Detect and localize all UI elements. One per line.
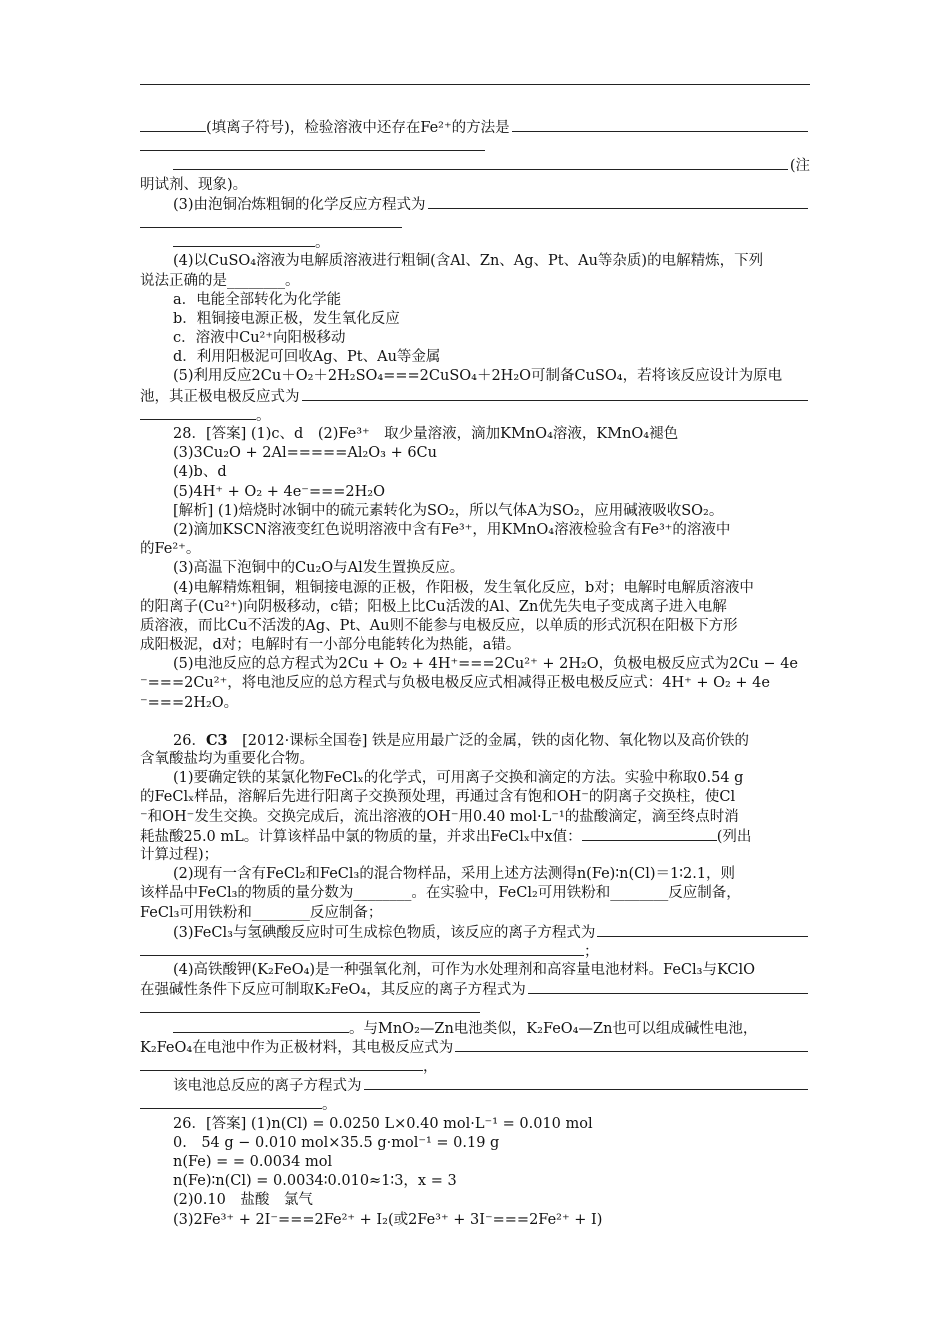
text-line: K₂FeO₄在电池中作为正极材料，其电极反应式为 — [140, 1038, 810, 1057]
text-line: ⁻和OH⁻发生交换。交换完成后，流出溶液的OH⁻用0.40 mol·L⁻¹的盐酸滴定，滴至终点时消 — [140, 808, 739, 825]
text-line: (3)3Cu₂O + 2Al=====Al₂O₃ + 6Cu — [173, 445, 437, 462]
text-line: 说法正确的是________。 — [140, 272, 300, 289]
text-line — [140, 137, 810, 156]
text-line: 的阳离子(Cu²⁺)向阴极移动，c错；阳极上比Cu活泼的Al、Zn优先失电子变成离子进入电解 — [140, 598, 727, 615]
text-line: (4)电解精炼粗铜，粗铜接电源的正极，作阳极，发生氧化反应，b对；电解时电解质溶液中 — [173, 579, 754, 596]
text-line: 成阳极泥，d对；电解时有一小部分电能转化为热能，a错。 — [140, 637, 521, 654]
text-line — [140, 999, 810, 1018]
text-line: 池，其正极电极反应式为 — [140, 387, 810, 406]
text-line: 质溶液，而比Cu不活泼的Ag、Pt、Au则不能参与电极反应，以单质的形式沉积在阳极下方形 — [140, 617, 738, 634]
text-line: 。 — [140, 233, 810, 252]
text-line: (4)b、d — [173, 464, 227, 481]
text-line: 该样品中FeCl₃的物质的量分数为________。在实验中，FeCl₂可用铁粉和________反应制备， — [140, 885, 741, 902]
text-line: FeCl₃可用铁粉和________反应制备； — [140, 904, 383, 921]
question-26-header: 26．C3 [2012·课标全国卷] 铁是应用最广泛的金属，铁的卤化物、氧化物以及高价铁的 — [173, 731, 750, 749]
analysis-28: [解析] (1)焙烧时冰铜中的硫元素转化为SO₂，所以气体A为SO₂，应用碱液吸收SO₂。 — [173, 502, 724, 519]
text-line: 的Fe²⁺。 — [140, 541, 201, 558]
text-line: 该电池总反应的离子方程式为 — [140, 1076, 810, 1095]
text-line: 。与MnO₂—Zn电池类似，K₂FeO₄—Zn也可以组成碱性电池， — [140, 1019, 810, 1038]
text-line: ⁻===2Cu²⁺，将电池反应的总方程式与负极电极反应式相减得正极电极反应式：4H⁺ + O₂ + 4e — [140, 675, 770, 692]
text-line: (3)FeCl₃与氢碘酸反应时可生成棕色物质，该反应的离子方程式为 — [140, 923, 810, 942]
text-line: ⁻===2H₂O。 — [140, 694, 239, 711]
text-line: (3)高温下泡铜中的Cu₂O与Al发生置换反应。 — [173, 560, 465, 577]
text-line: 的FeClₓ样品，溶解后先进行阳离子交换预处理，再通过含有饱和OH⁻的阴离子交换柱，使Cl — [140, 789, 736, 806]
text-line: (2)0.10 盐酸 氯气 — [173, 1192, 313, 1209]
text-line: (填离子符号)，检验溶液中还存在Fe²⁺的方法是 — [140, 118, 810, 137]
text-line: (4)以CuSO₄溶液为电解质溶液进行粗铜(含Al、Zn、Ag、Pt、Au等杂质)的电解精炼，下列 — [173, 253, 764, 270]
text-line: (1)要确定铁的某氯化物FeClₓ的化学式，可用离子交换和滴定的方法。实验中称取0.54 g — [173, 770, 744, 787]
text-line: (5)利用反应2Cu＋O₂＋2H₂SO₄===2CuSO₄＋2H₂O可制备CuSO₄，若将该反应设计为原电 — [173, 368, 783, 385]
option-b: b．粗铜接电源正极，发生氧化反应 — [173, 310, 400, 327]
answer-26: 26．[答案] (1)n(Cl) = 0.0250 L×0.40 mol·L⁻¹ = 0.010 mol — [173, 1115, 593, 1132]
text-line: ； — [140, 942, 810, 961]
text-line: (3)2Fe³⁺ + 2I⁻===2Fe²⁺ + I₂(或2Fe³⁺ + 3I⁻===2Fe²⁺ + I) — [173, 1211, 603, 1228]
text-line: (4)高铁酸钾(K₂FeO₄)是一种强氧化剂，可作为水处理剂和高容量电池材料。FeCl₃与KClO — [173, 962, 756, 979]
header-rule — [140, 84, 810, 85]
text-line: (2)现有一含有FeCl₂和FeCl₃的混合物样品，采用上述方法测得n(Fe)∶n(Cl)＝1∶2.1，则 — [173, 866, 736, 883]
text-line — [140, 214, 810, 233]
text-line: n(Fe)∶n(Cl) = 0.0034∶0.010≈1∶3，x = 3 — [173, 1173, 457, 1190]
text-line: n(Fe) = = 0.0034 mol — [173, 1153, 333, 1170]
text-line: 计算过程)； — [140, 846, 219, 863]
text-line: ， — [140, 1057, 810, 1076]
answer-28: 28．[答案] (1)c、d (2)Fe³⁺ 取少量溶液，滴加KMnO₄溶液，KMnO₄褪色 — [173, 426, 679, 442]
option-a: a．电能全部转化为化学能 — [173, 291, 342, 308]
text-line: 明试剂、现象)。 — [140, 176, 248, 193]
text-line: 。 — [140, 406, 810, 425]
text-line: (5)4H⁺ + O₂ + 4e⁻===2H₂O — [173, 483, 385, 500]
text-line: (3)由泡铜冶炼粗铜的化学反应方程式为 — [140, 195, 810, 214]
text-line: 含氧酸盐均为重要化合物。 — [140, 751, 314, 767]
text-line: (注 — [140, 156, 810, 175]
text-line: 。 — [140, 1095, 810, 1114]
text-line: (5)电池反应的总方程式为2Cu + O₂ + 4H⁺===2Cu²⁺ + 2H₂O，负极电极反应式为2Cu − 4e — [173, 656, 798, 673]
option-c: c．溶液中Cu²⁺向阳极移动 — [173, 330, 346, 347]
document-body — [140, 118, 810, 1230]
option-d: d．利用阳极泥可回收Ag、Pt、Au等金属 — [173, 349, 441, 366]
text-line: 在强碱性条件下反应可制取K₂FeO₄，其反应的离子方程式为 — [140, 980, 810, 999]
text-line: 0. 54 g − 0.010 mol×35.5 g·mol⁻¹ = 0.19 g — [173, 1134, 500, 1151]
text-line: (2)滴加KSCN溶液变红色说明溶液中含有Fe³⁺，用KMnO₄溶液检验含有Fe³⁺的溶液中 — [173, 521, 731, 538]
text-line: 耗盐酸25.0 mL。计算该样品中氯的物质的量，并求出FeClₓ中x值： (列出 — [140, 828, 752, 845]
